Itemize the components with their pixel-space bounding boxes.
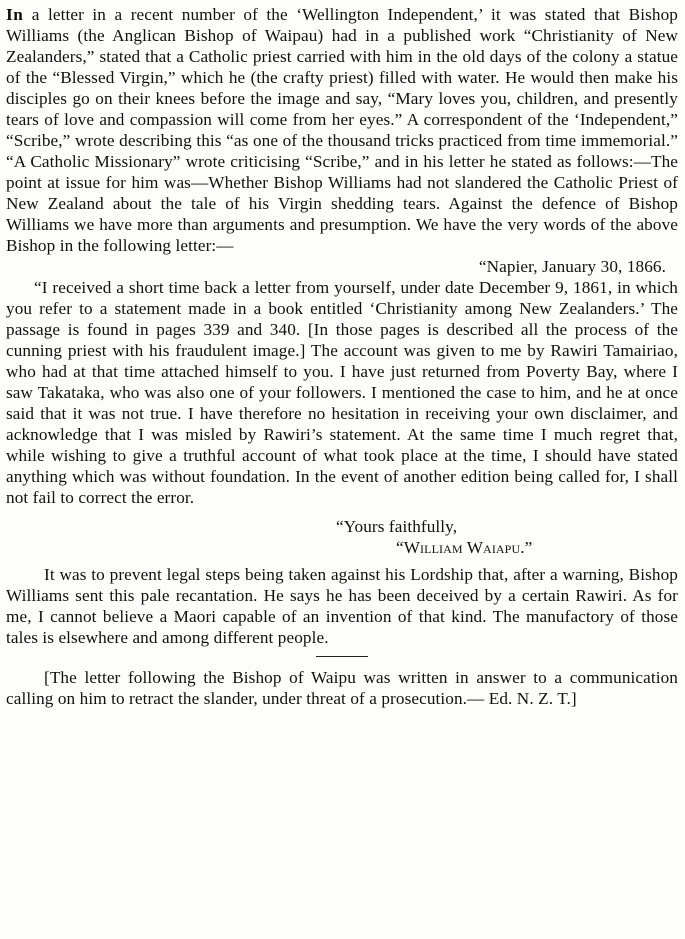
section-divider bbox=[316, 656, 368, 657]
commentary-paragraph: It was to prevent legal steps being taken against his Lordship that, after a warning, Bishop Williams sent this pale recantation. He says he has been deceived by a certain Rawiri. As for me, I cannot believe a Maori capable of an invention of that kind. The manufactory of those tales is elsewhere and among different people. bbox=[6, 565, 678, 647]
intro-dropcap: In bbox=[6, 5, 24, 24]
editor-note: [The letter following the Bishop of Waipu was written in answer to a communication calling on him to retract the slander, under threat of a prosecution.— Ed. N. Z. T.] bbox=[6, 668, 678, 708]
letter-closing: “Yours faithfully, bbox=[336, 517, 458, 536]
letter-dateline: “Napier, January 30, 1866. bbox=[478, 257, 666, 276]
intro-text: a letter in a recent number of the ‘Wellington Independent,’ it was stated that Bishop Williams (the Anglican Bishop of Waipau) had in a published work “Christianity of New Zealanders,” stated that a Catholic priest carried with him in the old days of the colony a statue of the “Blessed Virgin,” which he (the crafty priest) filled with water. He would then make his disciples go on their knees before the image and say, “Mary loves you, children, and presently tears of love and compassion will come from her eyes.” A correspondent of the ‘Independent,” “Scribe,” wrote describing this “as one of the thousand tricks practiced from time immemorial.” “A Catholic Missionary” wrote criticising “Scribe,” and in his letter he stated as follows:—The point at issue for him was—Whether Bishop Williams had not slandered the Catholic Priest of New Zealand about the tale of his Virgin shedding tears. Against the defence of Bishop Williams we have more than arguments and presumption. We have the very words of the above Bishop in the following letter:— bbox=[6, 5, 678, 255]
letter-signature: “William Waiapu.” bbox=[396, 538, 533, 557]
intro-paragraph bbox=[6, 4, 678, 256]
article-column bbox=[6, 4, 678, 709]
quoted-letter: “I received a short time back a letter from yourself, under date December 9, 1861, in which you refer to a statement made in a book entitled ‘Christianity among New Zealanders.’ The passage is found in pages 339 and 340. [In those pages is described all the process of the cunning priest with his fraudulent image.] The account was given to me by Rawiri Tamairiao, who had at that time attached himself to you. I have just returned from Poverty Bay, where I saw Takataka, who was also one of your followers. I mentioned the case to him, and he at once said that it was not true. I have therefore no hesitation in receiving your own disclaimer, and acknowledge that I was misled by Rawiri’s statement. At the same time I much regret that, while wishing to give a truthful account of what took place at the time, I should have stated anything which was without foundation. In the event of another edition being called for, I shall not fail to correct the error. bbox=[6, 278, 678, 507]
